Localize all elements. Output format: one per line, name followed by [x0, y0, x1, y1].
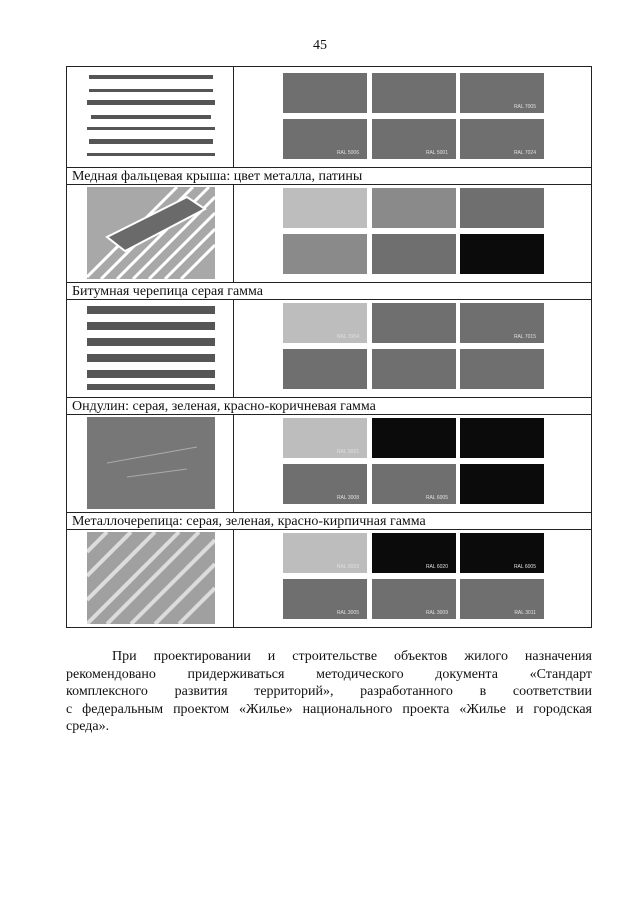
color-swatch: RAL 6020 — [372, 533, 456, 573]
color-swatch — [283, 234, 367, 274]
color-swatch — [460, 349, 544, 389]
page-number: 45 — [313, 38, 327, 53]
row-caption: Битумная черепица серая гамма — [67, 282, 591, 300]
column-divider — [233, 67, 234, 167]
color-swatch — [372, 303, 456, 343]
color-swatch — [283, 188, 367, 228]
color-swatch — [372, 349, 456, 389]
ondulin-photo — [87, 302, 215, 394]
row-caption: Металлочерепица: серая, зеленая, красно-кирпичная гамма — [67, 512, 591, 530]
color-swatch — [283, 349, 367, 389]
color-swatch — [460, 188, 544, 228]
column-divider — [233, 300, 234, 397]
color-swatch — [283, 73, 367, 113]
color-swatch — [372, 73, 456, 113]
color-swatch — [460, 234, 544, 274]
color-swatch: RAL 7005 — [460, 73, 544, 113]
table-row — [67, 415, 591, 512]
paragraph-line: При проектировании и строительстве объектов жилого назначения — [112, 649, 592, 664]
color-swatch — [372, 234, 456, 274]
color-swatch: RAL 9023 — [283, 533, 367, 573]
paragraph-line: комплексного развития территорий», разработанного в соответствии — [66, 684, 592, 699]
color-swatch: RAL 3005 — [283, 579, 367, 619]
color-swatch: RAL 6005 — [460, 533, 544, 573]
paragraph-line: с федеральным проектом «Жилье» национального проекта «Жилье и городская — [66, 701, 592, 717]
color-swatch: RAL 5006 — [283, 119, 367, 159]
metal-tile-photo — [87, 417, 215, 509]
column-divider — [233, 185, 234, 282]
table-row — [67, 530, 591, 627]
bitumen-shingle-photo — [87, 187, 215, 279]
column-divider — [233, 530, 234, 627]
paragraph-line: среда». — [66, 719, 110, 734]
column-divider — [233, 415, 234, 512]
color-swatch: RAL 3009 — [372, 579, 456, 619]
seam-roof-photo — [87, 67, 215, 167]
table-row — [67, 185, 591, 282]
row-caption: Ондулин: серая, зеленая, красно-коричневая гамма — [67, 397, 591, 415]
roof-materials-table — [66, 66, 592, 628]
color-swatch — [460, 464, 544, 504]
color-swatch: RAL 3011 — [460, 579, 544, 619]
color-swatch: RAL 5001 — [372, 119, 456, 159]
color-swatch: RAL 9021 — [283, 418, 367, 458]
table-row — [67, 300, 591, 397]
color-swatch: RAL 3008 — [283, 464, 367, 504]
color-swatch — [372, 188, 456, 228]
table-row — [67, 67, 591, 167]
color-swatch: RAL 7004 — [283, 303, 367, 343]
color-swatch — [372, 418, 456, 458]
body-paragraph — [66, 648, 592, 736]
metal-tile-pattern-photo — [87, 532, 215, 624]
color-swatch: RAL 7015 — [460, 303, 544, 343]
row-caption: Медная фальцевая крыша: цвет металла, патины — [67, 167, 591, 185]
color-swatch: RAL 7024 — [460, 119, 544, 159]
color-swatch: RAL 6005 — [372, 464, 456, 504]
color-swatch — [460, 418, 544, 458]
paragraph-line: рекомендовано придерживаться методического документа «Стандарт — [66, 666, 592, 682]
